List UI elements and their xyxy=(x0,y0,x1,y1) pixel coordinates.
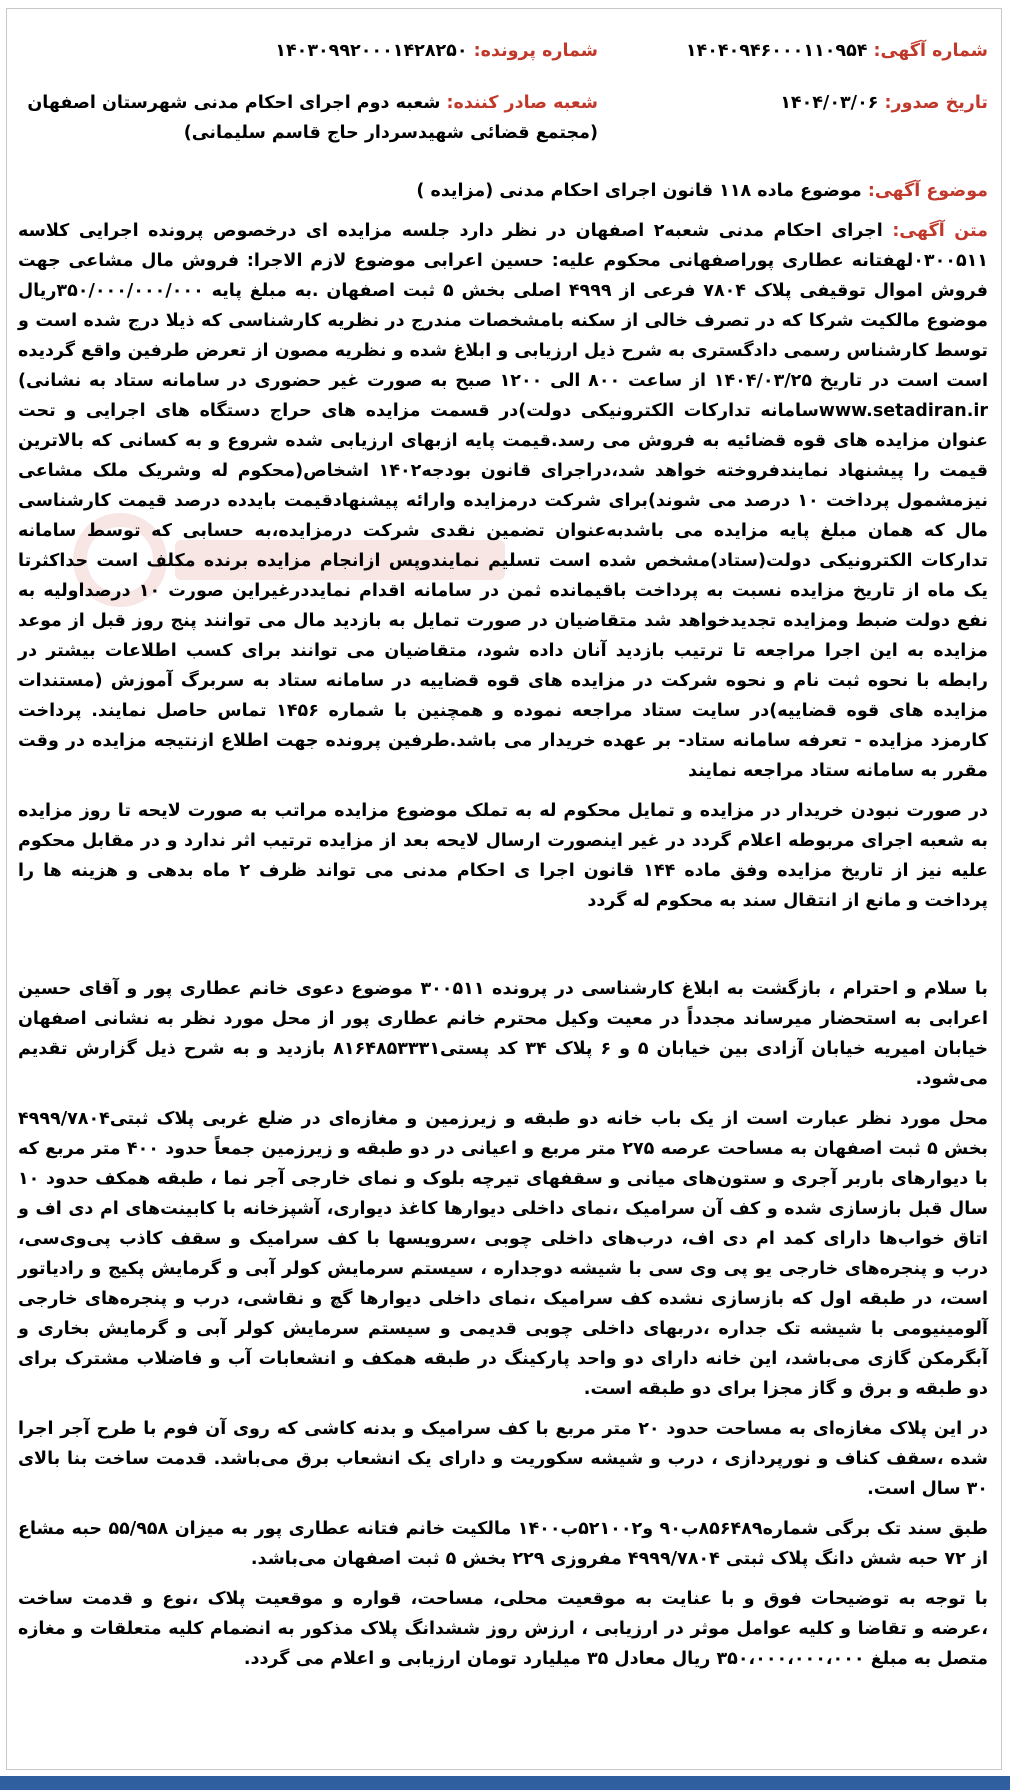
notice-document xyxy=(18,36,988,1684)
issuer-row xyxy=(18,88,638,148)
body-paragraph: در صورت نبودن خریدار در مزایده و تمایل محکوم له به تملک موضوع مزایده مراتب به صورت لایحه تا روز مزایده به شعبه اجرای مربوطه اعلام گردد در غیر اینصورت ارسال لایحه بعد از مزایده ترتیب اثر ندارد و در مقابل محکوم علیه نیز از تاریخ مزایده وفق ماده ۱۴۴ قانون اجرا ی احکام مدنی می تواند ظرف ۲ ماه بدهی و هزینه ها را پرداخت و مانع از انتقال سند به محکوم له گردد xyxy=(18,801,988,911)
header-right-column xyxy=(658,36,988,158)
issuer-label: شعبه صادر کننده: xyxy=(446,93,598,113)
body-label: متن آگهی: xyxy=(892,221,988,241)
ad-number-value: ۱۴۰۴۰۹۴۶۰۰۰۱۱۰۹۵۴ xyxy=(685,41,868,61)
notice-body xyxy=(18,216,988,1674)
subject-label: موضوع آگهی: xyxy=(867,181,988,201)
case-number-row xyxy=(18,36,638,66)
body-paragraph: محل مورد نظر عبارت است از یک باب خانه دو طبقه و زیرزمین و مغازه‌ای در ضلع غربی پلاک ثبتی۴۹۹۹/۷۸۰۴ بخش ۵ ثبت اصفهان به مساحت عرصه ۲۷۵ متر مربع و اعیانی در دو طبقه و زیرزمین جمعاً حدود ۴۰۰ متر مربع که با دیوارهای باربر آجری و ستون‌های میانی و سقفهای تیرچه بلوک و نمای خارجی آجر نما ، طبقه همکف حدود ۱۰ سال قبل بازسازی شده و کف آن سرامیک ،نمای داخلی دیوارها کاغذ دیواری، آشپزخانه با کابینت‌های ام دی اف و اتاق خواب‌ها دارای کمد ام دی اف، درب‌های داخلی چوبی ،سرویسها با کف سرامیک و سقف کاذب پی‌وی‌سی، درب و پنجره‌های خارجی یو پی وی سی با شیشه دوجداره ، سیستم سرمایش کولر آبی و گرمایش پکیج و رادیاتور است، در طبقه اول که بازسازی نشده کف سرامیک ،نمای داخلی دیوارها گچ و نقاشی، درب و پنجره‌های خارجی آلومینیومی با شیشه تک جداره ،دربهای داخلی چوبی قدیمی و سیستم سرمایش کولر آبی و گرمایش بخاری و آبگرمکن گازی می‌باشد، این خانه دارای دو واحد پارکینگ در طبقه همکف و انشعابات آب و فاضلاب مشترک برای دو طبقه و برق و گاز مجزا برای دو طبقه است. xyxy=(18,1109,989,1399)
paragraph-gap xyxy=(18,926,988,974)
subject-value: موضوع ماده ۱۱۸ قانون اجرای احکام مدنی (مزایده ) xyxy=(416,181,862,201)
issuer-value: شعبه دوم اجرای احکام مدنی شهرستان اصفهان (مجتمع قضائی شهیدسردار حاج قاسم سلیمانی) xyxy=(27,93,598,143)
body-paragraph: با سلام و احترام ، بازگشت به ابلاغ کارشناسی در پرونده ۳۰۰۵۱۱ موضوع دعوی خانم عطاری پور و آقای حسین اعرابی به استحضار میرساند مجدداً در معیت وکیل محترم خانم عطاری پور از محل مورد نظر به نشانی اصفهان خیابان امیریه خیابان آزادی بین خیابان ۵ و ۶ پلاک ۳۴ کد پستی۸۱۶۴۸۵۳۳۳۱ بازدید و به شرح ذیل گزارش تقدیم می‌شود. xyxy=(18,979,988,1089)
body-paragraph: طبق سند تک برگی شماره۸۵۶۴۸۹ب۹۰ و۵۲۱۰۰۲ب۱۴۰۰ مالکیت خانم فتانه عطاری پور به میزان ۵۵/۹۵۸ حبه مشاع از ۷۲ حبه شش دانگ پلاک ثبتی ۴۹۹۹/۷۸۰۴ مفروزی ۲۲۹ بخش ۵ ثبت اصفهان می‌باشد. xyxy=(18,1519,988,1569)
subject-row xyxy=(18,176,988,206)
ad-number-row xyxy=(658,36,988,66)
notice-header xyxy=(18,36,988,158)
issue-date-value: ۱۴۰۴/۰۳/۰۶ xyxy=(780,93,879,113)
body-paragraph: در این پلاک مغازه‌ای به مساحت حدود ۲۰ متر مربع با کف سرامیک و بدنه کاشی که روی آن فوم با طرح آجر اجرا شده ،سقف کناف و نورپردازی ، درب و شیشه سکوریت و دارای یک انشعاب برق می‌باشد. قدمت ساخت بنا بالای ۳۰ سال است. xyxy=(18,1419,988,1499)
body-paragraph: با توجه به توضیحات فوق و با عنایت به موقعیت محلی، مساحت، قواره و موقعیت پلاک ،نوع و قدمت ساخت ،عرضه و تقاضا و کلیه عوامل موثر در ارزیابی ، ارزش روز ششدانگ پلاک مذکور به انضمام کلیه متعلقات و مغازه متصل به مبلغ ۳۵۰،۰۰۰،۰۰۰،۰۰۰ ریال معادل ۳۵ میلیارد تومان ارزیابی و اعلام می گردد. xyxy=(18,1589,988,1669)
case-number-value: ۱۴۰۳۰۹۹۲۰۰۰۱۴۲۸۲۵۰ xyxy=(275,41,468,61)
bottom-bar xyxy=(0,1776,1010,1790)
body-paragraph-text: اجرای احکام مدنی شعبه۲ اصفهان در نظر دارد جلسه مزایده ای درخصوص پرونده اجرایی کلاسه ۰۳۰۰۵۱۱لهفتانه عطاری پوراصفهانی محکوم علیه: حسین اعرابی موضوع لازم الاجرا: فروش مال مشاعی جهت فروش اموال توقیفی پلاک ۷۸۰۴ فرعی از ۴۹۹۹ اصلی بخش ۵ ثبت اصفهان .به مبلغ پایه ۳۵۰/۰۰۰/۰۰۰/۰۰۰ریال موضوع مالکیت شرکا که در تصرف خالی از سکنه بامشخصات مندرج در نظریه کارشناسی که ذیلا درج شده است و توسط کارشناس رسمی دادگستری به شرح ذیل ارزیابی و ابلاغ شده و نظریه مصون از تعرض طرفین واقع گردیده است است در تاریخ ۱۴۰۴/۰۳/۲۵ از ساعت ۸۰۰ الی ۱۲۰۰ صبح به صورت غیر حضوری در سامانه ستاد به نشانی) www.setadiran.irسامانه تدارکات الکترونیکی دولت)در قسمت مزایده های حراج دستگاه های اجرایی و تحت عنوان مزایده های قوه قضائیه به فروش می رسد.قیمت پایه ازبهای ارزیابی شده شروع و به کسانی که بالاترین قیمت را پیشنهاد نمایندفروخته خواهد شد،دراجرای قانون بودجه۱۴۰۲ اشخاص(محکوم له وشریک ملک مشاعی نیزمشمول پرداخت ۱۰ درصد می شوند)برای شرکت درمزایده وارائه پیشنهادقیمت بایدده درصد قیمت کارشناسی مال که همان مبلغ پایه مزایده می باشدبه‌عنوان تضمین نقدی شرکت درمزایده،به حسابی که توسط سامانه تدارکات الکترونیکی دولت(ستاد)مشخص شده است تسلیم نمایندوپس ازانجام مزایده برنده مکلف است حداکثرتا یک ماه از تاریخ مزایده نسبت به پرداخت باقیمانده ثمن در سامانه اقدام نمایددرغیراین صورت ۱۰ درصداولیه به نفع دولت ضبط ومزایده تجدیدخواهد شد متقاضیان در صورت تمایل به بازدید مال می توانند پنج روز قبل از موعد مزایده به این اجرا مراجعه تا ترتیب بازدید آنان داده شود، متقاضیان می توانند برای کسب اطلاعات بیشتر در رابطه با نحوه ثبت نام و نحوه شرکت در مزایده های قوه قضاییه در سامانه ستاد به سربرگ آموزش (مستندات مزایده های قوه قضاییه)در سایت ستاد مراجعه نموده و همچنین با شماره ۱۴۵۶ تماس حاصل نمایند. پرداخت کارمزد مزایده - تعرفه سامانه ستاد- بر عهده خریدار می باشد.طرفین پرونده جهت اطلاع ازنتیجه مزایده در وقت مقرر به سامانه ستاد مراجعه نمایند xyxy=(18,221,989,781)
issue-date-row xyxy=(658,88,988,118)
case-number-label: شماره پرونده: xyxy=(473,41,598,61)
header-left-column xyxy=(18,36,638,158)
ad-number-label: شماره آگهی: xyxy=(873,41,988,61)
issue-date-label: تاریخ صدور: xyxy=(884,93,988,113)
body-paragraph xyxy=(18,216,988,786)
